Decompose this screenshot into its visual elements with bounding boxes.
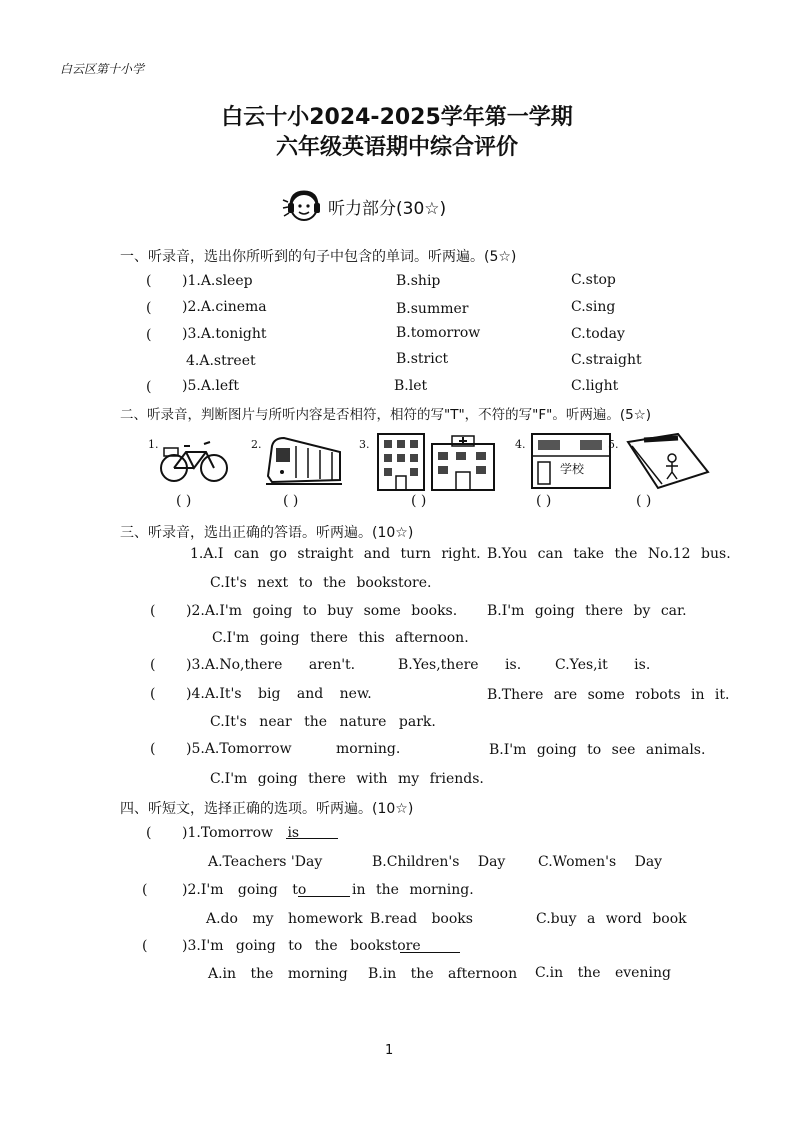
book-icon [624,432,710,490]
answer-paren[interactable]: ( [146,273,152,289]
answer-paren[interactable]: ( ) [176,493,192,509]
s1-q1-c: C.stop [571,272,616,288]
answer-paren[interactable]: ( [142,882,148,898]
s3-q2-c: C.I'm going there this afternoon. [212,630,469,646]
s3-q3-b: B.Yes,there is. [398,657,522,673]
s1-q5-c: C.light [571,378,619,394]
answer-blank[interactable] [400,940,460,953]
answer-paren[interactable]: ( [146,300,152,316]
headphones-icon [282,188,322,224]
s3-q4-b: B.There are some robots in it. [487,687,730,703]
s1-q1-b: B.ship [396,273,441,289]
answer-paren[interactable]: ( [150,657,156,673]
s4-q2-stem-pre: )2.I'm going to [182,882,307,898]
part-title: 听力部分(30☆) [328,198,447,219]
answer-paren[interactable]: ( [146,379,152,395]
answer-paren[interactable]: ( [150,741,156,757]
section2-heading: 二、听录音，判断图片与所听内容是否相符，相符的写"T"，不符的写"F"。听两遍。(5☆) [120,407,652,423]
picture-number: 1. [148,438,159,451]
s3-q3-c: C.Yes,it is. [555,657,651,673]
answer-paren[interactable]: ( ) [283,493,299,509]
s3-q5-b: B.I'm going to see animals. [489,742,706,758]
s1-q4-b: B.strict [396,351,449,367]
section4-heading: 四、听短文，选择正确的选项。听两遍。(10☆) [120,801,414,817]
answer-paren[interactable]: ( [150,686,156,702]
answer-paren[interactable]: ( ) [536,493,552,509]
answer-paren[interactable]: ( [146,327,152,343]
s4-q2-a: A.do my homework [206,911,363,927]
s1-q4-c: C.straight [571,352,642,368]
s4-q1-b: B.Children's Day [372,854,506,870]
page-number: 1 [385,1043,394,1058]
s3-q1-a: 1.A.I can go straight and turn right. [190,546,481,562]
answer-paren[interactable]: ( [142,938,148,954]
picture-number: 5. [608,438,619,451]
s3-q1-c: C.It's next to the bookstore. [210,575,432,591]
answer-paren[interactable]: ( [146,825,152,841]
s4-q3-stem: )3.I'm going to the bookstore [182,938,421,954]
s1-q1-a: )1.A.sleep [182,273,253,289]
exam-title: 白云十小2024-2025学年第一学期 [221,105,573,130]
s1-q2-a: )2.A.cinema [182,299,267,315]
s3-q5-c: C.I'm going there with my friends. [210,771,484,787]
bicycle-icon [158,432,230,486]
s1-q4-a: 4.A.street [186,353,256,369]
s4-q2-c: C.buy a word book [536,911,687,927]
listening-part-header [282,188,446,224]
school-icon [530,432,612,490]
s1-q3-b: B.tomorrow [396,325,481,341]
s1-q3-a: )3.A.tonight [182,326,267,342]
buildings-icon [376,432,500,492]
section3-heading: 三、听录音，选出正确的答语。听两遍。(10☆) [120,525,414,541]
exam-subtitle: 六年级英语期中综合评价 [275,135,518,160]
s1-q3-c: C.today [571,326,625,342]
answer-paren[interactable]: ( ) [411,493,427,509]
school-sign: 学校 [560,462,585,476]
s3-q3-a: )3.A.No,there aren't. [186,657,356,673]
s4-q2-b: B.read books [370,911,473,927]
s1-q5-a: )5.A.left [182,378,239,394]
s3-q5-a: )5.A.Tomorrow morning. [186,741,401,757]
train-icon [262,432,346,488]
s3-q2-b: B.I'm going there by car. [487,603,687,619]
s4-q3-b: B.in the afternoon [368,966,518,982]
s4-q1-stem: )1.Tomorrow is [182,825,300,841]
picture-number: 3. [359,438,370,451]
s1-q2-c: C.sing [571,299,616,315]
s4-q1-a: A.Teachers 'Day [208,854,323,870]
s3-q4-a: )4.A.It's big and new. [186,686,372,702]
s3-q2-a: )2.A.I'm going to buy some books. [186,603,458,619]
s4-q2-stem-post: in the morning. [352,882,474,898]
section1-heading: 一、听录音，选出你所听到的句子中包含的单词。听两遍。(5☆) [120,249,517,265]
s4-q1-c: C.Women's Day [538,854,663,870]
s1-q5-b: B.let [394,378,428,394]
picture-number: 2. [251,438,262,451]
picture-number: 4. [515,438,526,451]
answer-blank[interactable] [298,884,350,897]
answer-blank[interactable] [286,826,338,839]
s1-q2-b: B.summer [396,301,469,317]
answer-paren[interactable]: ( [150,603,156,619]
s3-q4-c: C.It's near the nature park. [210,714,436,730]
s3-q1-b: B.You can take the No.12 bus. [487,546,731,562]
s4-q3-a: A.in the morning [208,966,348,982]
school-name: 白云区第十小学 [60,62,145,76]
answer-paren[interactable]: ( ) [636,493,652,509]
s4-q3-c: C.in the evening [535,965,671,981]
